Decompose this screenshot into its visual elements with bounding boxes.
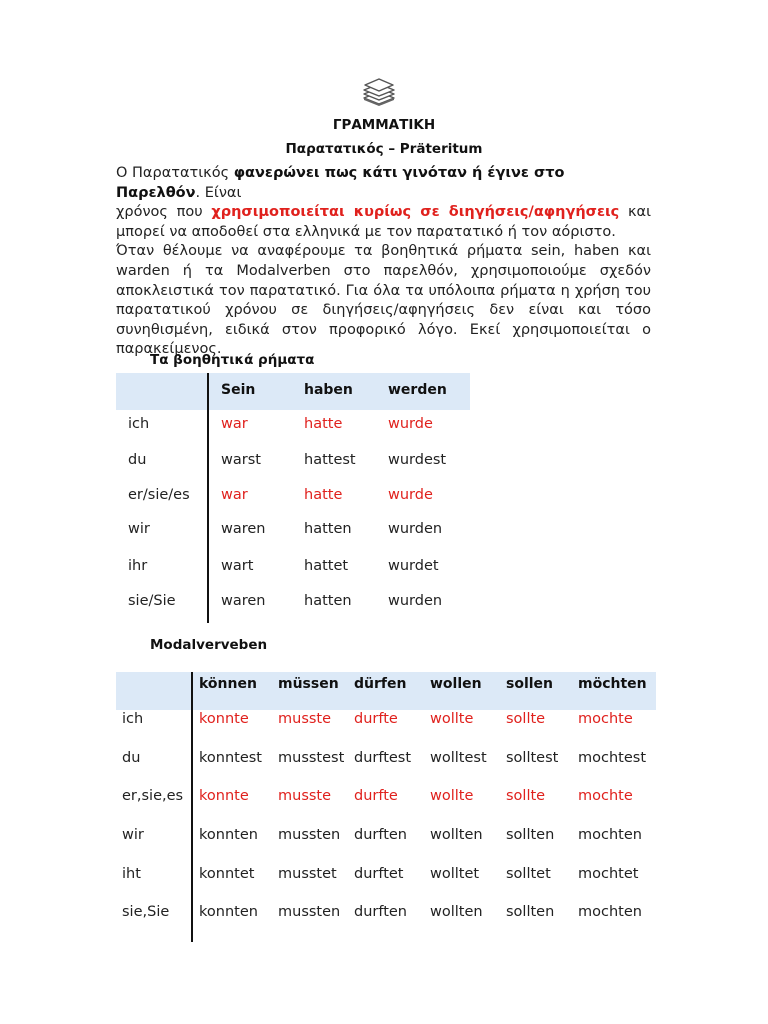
aux-verb-cell: war <box>221 487 248 503</box>
aux-verb-cell: hattest <box>304 452 356 468</box>
modal-header-cell: dürfen <box>354 676 407 692</box>
aux-header-cell: haben <box>304 382 353 398</box>
aux-section-title: Τα βοηθητικά ρήματα <box>150 352 315 368</box>
intro-paragraph-1 <box>116 164 651 203</box>
modal-verb-cell: durften <box>354 904 408 920</box>
modal-verb-cell: durftet <box>354 866 404 882</box>
modal-header-cell: sollen <box>506 676 554 692</box>
modal-verb-cell: musste <box>278 711 332 727</box>
modal-verb-cell: musste <box>278 788 332 804</box>
aux-pronoun-cell: sie/Sie <box>128 593 176 609</box>
page-subtitle: Παρατατικός – Präteritum <box>285 141 483 157</box>
modal-pronoun-cell: sie,Sie <box>122 904 170 920</box>
aux-header-cell: Sein <box>221 382 256 398</box>
modal-verb-cell: wollte <box>430 711 474 727</box>
aux-verb-cell: waren <box>221 593 266 609</box>
books-stack-icon <box>361 75 397 107</box>
modal-verb-cell: solltest <box>506 750 559 766</box>
modal-verb-cell: konnte <box>199 711 249 727</box>
modal-verb-cell: sollten <box>506 904 555 920</box>
modal-verb-cell: durftest <box>354 750 412 766</box>
aux-verb-cell: waren <box>221 521 266 537</box>
modal-header-cell: wollen <box>430 676 482 692</box>
aux-verb-cell: wurdet <box>388 558 439 574</box>
intro-text-plain: Ο Παρατατικός <box>116 165 234 181</box>
aux-header-cell: werden <box>388 382 447 398</box>
modal-verb-cell: musstest <box>278 750 345 766</box>
modal-verb-cell: durfte <box>354 788 398 804</box>
modal-section-title: Modalverveben <box>150 637 268 653</box>
intro-text-plain: χρόνος που <box>116 204 212 221</box>
modal-verb-cell: mochtet <box>578 866 639 882</box>
intro-text-highlight: χρησιμοποιείται κυρίως σε διηγήσεις/αφηγήσεις <box>211 204 620 221</box>
intro-paragraph-3: Όταν θέλουμε να αναφέρουμε τα βοηθητικά ρήματα sein, haben και warden ή τα Modalverben στο παρελθόν, χρησιμοποιούμε σχεδόν αποκλειστικά τον παρατατικό. Για όλα τα υπόλοιπα ρήματα η χρήση του παρατατικού χρόνου σε διηγήσεις/αφηγήσεις δεν είναι και τόσο συνηθισμένη, ειδικά στον προφορικό λόγο. Εκεί χρησιμοποιείται ο παρακείμενος. <box>116 243 651 358</box>
aux-pronoun-cell: wir <box>128 521 150 537</box>
aux-verb-cell: hattet <box>304 558 349 574</box>
modal-verb-cell: mussten <box>278 827 341 843</box>
aux-verb-cell: hatten <box>304 593 352 609</box>
aux-pronoun-cell: du <box>128 452 147 468</box>
modal-verb-cell: konnten <box>199 827 258 843</box>
intro-text-bold: φανερώνει πως κάτι γινόταν ή έγινε στο Παρελθόν <box>116 165 565 201</box>
modal-verb-cell: mochte <box>578 788 633 804</box>
modal-verb-cell: wollten <box>430 827 483 843</box>
modal-pronoun-cell: du <box>122 750 141 766</box>
modal-verb-cell: konnte <box>199 788 249 804</box>
aux-verb-cell: wurde <box>388 487 433 503</box>
modal-verb-cell: wolltet <box>430 866 480 882</box>
modal-pronoun-cell: er,sie,es <box>122 788 184 804</box>
modal-pronoun-cell: iht <box>122 866 141 882</box>
intro-paragraph-2 <box>116 203 651 242</box>
aux-verb-cell: war <box>221 416 248 432</box>
aux-pronoun-cell: er/sie/es <box>128 487 190 503</box>
modal-verb-cell: solltet <box>506 866 551 882</box>
modal-verb-cell: wollte <box>430 788 474 804</box>
modal-verb-cell: mochte <box>578 711 633 727</box>
aux-verb-cell: wurden <box>388 521 443 537</box>
modal-verb-cell: konntet <box>199 866 255 882</box>
modal-verb-cell: sollten <box>506 827 555 843</box>
aux-verb-cell: warst <box>221 452 261 468</box>
intro-text-plain: . Είναι <box>195 184 242 201</box>
modal-verb-cell: konnten <box>199 904 258 920</box>
aux-pronoun-cell: ich <box>128 416 150 432</box>
modal-pronoun-cell: wir <box>122 827 144 843</box>
aux-verb-cell: hatte <box>304 487 343 503</box>
modal-verb-cell: sollte <box>506 711 546 727</box>
aux-pronoun-cell: ihr <box>128 558 148 574</box>
modal-divider <box>191 672 193 942</box>
modal-header-cell: können <box>199 676 257 692</box>
page-title: ΓΡΑΜΜΑΤΙΚΗ <box>332 117 436 133</box>
modal-verb-cell: wolltest <box>430 750 487 766</box>
modal-verb-cell: durfte <box>354 711 398 727</box>
modal-header-cell: möchten <box>578 676 647 692</box>
aux-verb-cell: wart <box>221 558 254 574</box>
modal-verb-cell: musstet <box>278 866 337 882</box>
modal-pronoun-cell: ich <box>122 711 144 727</box>
aux-verb-cell: wurden <box>388 593 443 609</box>
intro-text <box>116 164 651 360</box>
modal-verb-cell: mussten <box>278 904 341 920</box>
aux-verb-cell: hatten <box>304 521 352 537</box>
modal-verb-cell: durften <box>354 827 408 843</box>
modal-verb-cell: sollte <box>506 788 546 804</box>
aux-verb-cell: hatte <box>304 416 343 432</box>
modal-verb-cell: wollten <box>430 904 483 920</box>
modal-verb-cell: mochten <box>578 827 642 843</box>
aux-verb-cell: wurde <box>388 416 433 432</box>
aux-verb-cell: wurdest <box>388 452 447 468</box>
modal-header-cell: müssen <box>278 676 339 692</box>
intro-text-plain: και μπορεί να αποδοθεί στα ελληνικά με τον παρατατικό ή τον αόριστο. <box>116 204 651 240</box>
modal-verb-cell: konntest <box>199 750 262 766</box>
aux-divider <box>207 373 209 623</box>
modal-verb-cell: mochtest <box>578 750 647 766</box>
modal-verb-cell: mochten <box>578 904 642 920</box>
